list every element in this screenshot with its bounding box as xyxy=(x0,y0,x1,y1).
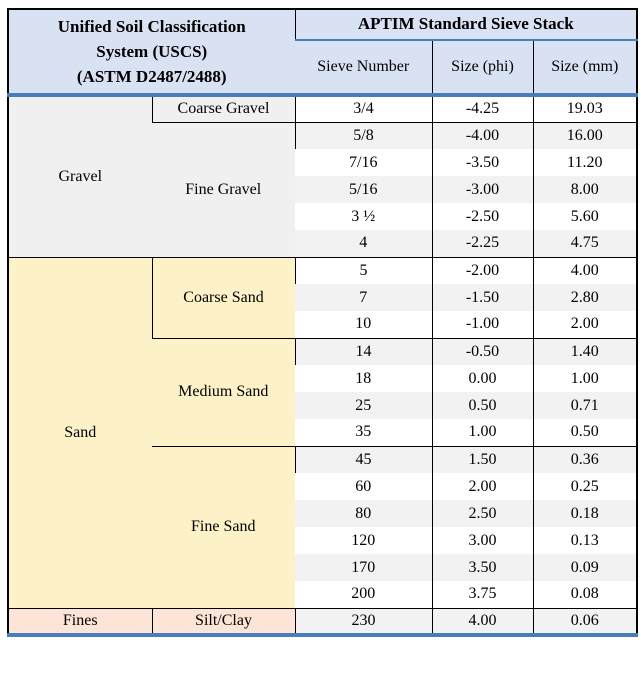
category-cell: Gravel xyxy=(8,95,152,257)
size-mm-cell: 0.13 xyxy=(533,527,637,554)
size-mm-cell: 0.36 xyxy=(533,446,637,473)
subgroup-cell: Silt/Clay xyxy=(152,608,295,635)
size-phi-cell: 3.75 xyxy=(432,581,533,608)
subgroup-cell: Coarse Sand xyxy=(152,257,295,338)
size-mm-cell: 8.00 xyxy=(533,176,637,203)
table-row xyxy=(8,95,637,122)
size-phi-cell: 1.00 xyxy=(432,419,533,446)
size-phi-cell: -2.25 xyxy=(432,230,533,257)
uscs-header-cell xyxy=(8,9,295,95)
size-phi-cell: 1.50 xyxy=(432,446,533,473)
uscs-title-line-2: System (USCS) xyxy=(96,42,208,61)
table-row xyxy=(8,608,637,635)
sieve-number-cell: 14 xyxy=(295,338,432,365)
size-mm-cell: 4.75 xyxy=(533,230,637,257)
header-row-top xyxy=(8,9,637,40)
sieve-number-cell: 200 xyxy=(295,581,432,608)
sieve-number-cell: 5/8 xyxy=(295,122,432,149)
size-phi-cell: 2.00 xyxy=(432,473,533,500)
sieve-number-cell: 7 xyxy=(295,284,432,311)
sieve-number-cell: 230 xyxy=(295,608,432,635)
col-header-size-phi: Size (phi) xyxy=(432,40,533,95)
subgroup-cell: Fine Sand xyxy=(152,446,295,608)
sieve-number-cell: 170 xyxy=(295,554,432,581)
table-header xyxy=(8,9,637,95)
size-mm-cell: 4.00 xyxy=(533,257,637,284)
sieve-number-cell: 5/16 xyxy=(295,176,432,203)
aptim-header-cell: APTIM Standard Sieve Stack xyxy=(295,9,637,40)
uscs-title-line-3: (ASTM D2487/2488) xyxy=(76,67,227,86)
size-mm-cell: 0.06 xyxy=(533,608,637,635)
size-phi-cell: -3.50 xyxy=(432,149,533,176)
sieve-number-cell: 3/4 xyxy=(295,95,432,122)
size-phi-cell: -1.00 xyxy=(432,311,533,338)
sieve-number-cell: 5 xyxy=(295,257,432,284)
size-mm-cell: 1.40 xyxy=(533,338,637,365)
subgroup-cell: Coarse Gravel xyxy=(152,95,295,122)
sieve-number-cell: 7/16 xyxy=(295,149,432,176)
size-phi-cell: -0.50 xyxy=(432,338,533,365)
size-mm-cell: 0.25 xyxy=(533,473,637,500)
size-phi-cell: 2.50 xyxy=(432,500,533,527)
sieve-number-cell: 60 xyxy=(295,473,432,500)
sieve-number-cell: 45 xyxy=(295,446,432,473)
category-cell: Sand xyxy=(8,257,152,608)
size-phi-cell: 3.50 xyxy=(432,554,533,581)
table-row xyxy=(8,257,637,284)
size-mm-cell: 0.71 xyxy=(533,392,637,419)
col-header-size-mm: Size (mm) xyxy=(533,40,637,95)
size-mm-cell: 5.60 xyxy=(533,203,637,230)
table-body xyxy=(8,95,637,635)
size-mm-cell: 16.00 xyxy=(533,122,637,149)
category-cell: Fines xyxy=(8,608,152,635)
size-phi-cell: -2.00 xyxy=(432,257,533,284)
sieve-number-cell: 25 xyxy=(295,392,432,419)
size-mm-cell: 0.09 xyxy=(533,554,637,581)
sieve-number-cell: 120 xyxy=(295,527,432,554)
size-mm-cell: 0.50 xyxy=(533,419,637,446)
size-mm-cell: 0.08 xyxy=(533,581,637,608)
subgroup-cell: Medium Sand xyxy=(152,338,295,446)
size-mm-cell: 2.80 xyxy=(533,284,637,311)
size-mm-cell: 19.03 xyxy=(533,95,637,122)
size-phi-cell: -4.00 xyxy=(432,122,533,149)
sieve-stack-table xyxy=(7,8,638,637)
uscs-title-line-1: Unified Soil Classification xyxy=(57,17,246,36)
size-phi-cell: 0.50 xyxy=(432,392,533,419)
sieve-number-cell: 4 xyxy=(295,230,432,257)
size-mm-cell: 1.00 xyxy=(533,365,637,392)
size-phi-cell: -4.25 xyxy=(432,95,533,122)
size-phi-cell: 4.00 xyxy=(432,608,533,635)
size-mm-cell: 0.18 xyxy=(533,500,637,527)
size-phi-cell: 3.00 xyxy=(432,527,533,554)
subgroup-cell: Fine Gravel xyxy=(152,122,295,257)
size-phi-cell: -1.50 xyxy=(432,284,533,311)
sieve-number-cell: 80 xyxy=(295,500,432,527)
sieve-number-cell: 35 xyxy=(295,419,432,446)
sieve-number-cell: 3 ½ xyxy=(295,203,432,230)
sieve-number-cell: 10 xyxy=(295,311,432,338)
size-mm-cell: 2.00 xyxy=(533,311,637,338)
size-phi-cell: -2.50 xyxy=(432,203,533,230)
size-phi-cell: -3.00 xyxy=(432,176,533,203)
sieve-number-cell: 18 xyxy=(295,365,432,392)
size-phi-cell: 0.00 xyxy=(432,365,533,392)
size-mm-cell: 11.20 xyxy=(533,149,637,176)
col-header-sieve-number: Sieve Number xyxy=(295,40,432,95)
